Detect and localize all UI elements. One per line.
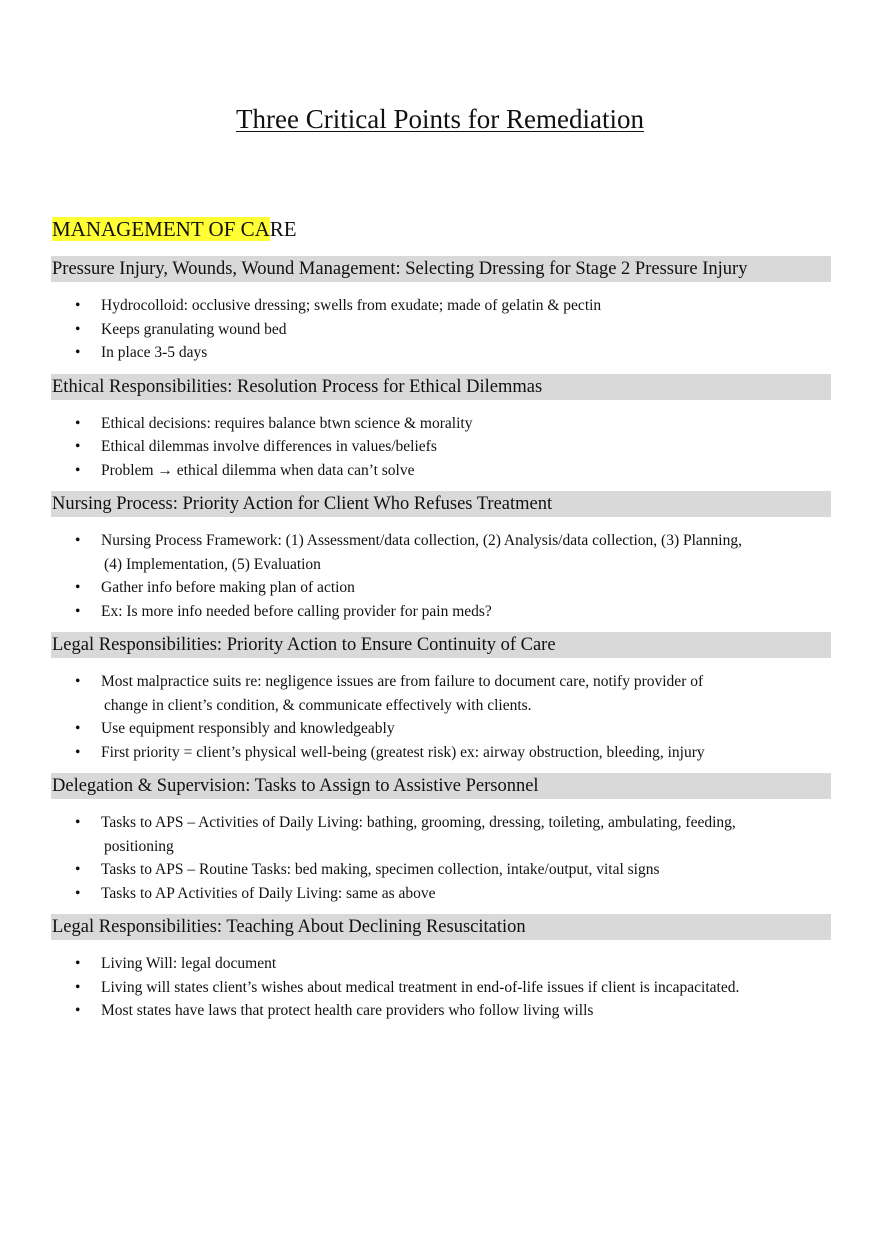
section-header: Ethical Responsibilities: Resolution Process for Ethical Dilemmas <box>51 374 831 400</box>
bullet-item <box>51 952 831 976</box>
bullet-dot-icon: • <box>75 743 81 761</box>
bullet-item <box>51 999 831 1023</box>
section-header: Legal Responsibilities: Teaching About Declining Resuscitation <box>51 914 831 940</box>
bullet-dot-icon: • <box>75 814 81 831</box>
section-header: Legal Responsibilities: Priority Action to Ensure Continuity of Care <box>51 632 831 658</box>
bullet-dot-icon: • <box>75 344 81 361</box>
bullet-dot-icon: • <box>75 579 81 596</box>
bullet-dot-icon: • <box>75 320 81 338</box>
bullet-dot-icon: • <box>75 978 81 996</box>
bullet-item <box>51 670 831 717</box>
bullet-dot-icon: • <box>75 414 81 432</box>
bullet-item <box>51 294 831 318</box>
bullet-list <box>51 799 831 905</box>
bullet-text: Living will states client’s wishes about medical treatment in end-of-life issues if client is incapacitated. <box>101 978 740 996</box>
bullet-text: Ethical decisions: requires balance btwn science & morality <box>101 414 473 432</box>
bullet-text: Most states have laws that protect health care providers who follow living wills <box>101 1002 594 1019</box>
section <box>51 632 831 764</box>
category-heading <box>52 216 297 242</box>
bullet-item <box>51 717 831 741</box>
category-heading-highlighted: MANAGEMENT OF CA <box>52 217 270 241</box>
section <box>51 374 831 483</box>
bullet-text: Living Will: legal document <box>101 955 277 972</box>
section-header: Nursing Process: Priority Action for Client Who Refuses Treatment <box>51 491 831 517</box>
document-title <box>0 102 880 136</box>
bullet-item <box>51 600 831 624</box>
bullet-list <box>51 400 831 483</box>
bullet-list <box>51 282 831 365</box>
section <box>51 914 831 1023</box>
bullet-dot-icon: • <box>75 1002 81 1019</box>
bullet-item <box>51 459 831 483</box>
bullet-text: Tasks to APS – Routine Tasks: bed making, specimen collection, intake/output, vital signs <box>101 861 660 878</box>
bullet-text-continuation: (4) Implementation, (5) Evaluation <box>104 555 321 573</box>
bullet-dot-icon: • <box>75 461 81 479</box>
bullet-item <box>51 858 831 882</box>
bullet-text: Tasks to AP Activities of Daily Living: same as above <box>101 884 436 902</box>
bullet-dot-icon: • <box>75 720 81 737</box>
section <box>51 491 831 623</box>
bullet-item <box>51 882 831 906</box>
bullet-text: Problem → ethical dilemma when data can’t solve <box>101 461 415 479</box>
bullet-dot-icon: • <box>75 673 81 690</box>
bullet-text: Tasks to APS – Activities of Daily Living: bathing, grooming, dressing, toileting, ambulating, feeding, <box>101 814 736 831</box>
bullet-item <box>51 976 831 1000</box>
bullet-text: First priority = client’s physical well-being (greatest risk) ex: airway obstruction, bleeding, injury <box>101 743 705 761</box>
section <box>51 773 831 905</box>
category-heading-rest: RE <box>269 217 297 241</box>
bullet-text: In place 3-5 days <box>101 344 208 361</box>
bullet-list <box>51 658 831 764</box>
bullet-dot-icon: • <box>75 297 81 314</box>
bullet-item <box>51 741 831 765</box>
document-title-text: Three Critical Points for Remediation <box>236 104 644 134</box>
bullet-list <box>51 940 831 1023</box>
bullet-item <box>51 576 831 600</box>
bullet-list <box>51 517 831 623</box>
sections-container <box>51 256 831 1023</box>
bullet-text: Keeps granulating wound bed <box>101 320 287 338</box>
bullet-dot-icon: • <box>75 438 81 455</box>
bullet-item <box>51 435 831 459</box>
section <box>51 256 831 365</box>
bullet-text: Ethical dilemmas involve differences in values/beliefs <box>101 438 437 455</box>
bullet-text: Ex: Is more info needed before calling provider for pain meds? <box>101 602 492 620</box>
section-header: Delegation & Supervision: Tasks to Assign to Assistive Personnel <box>51 773 831 799</box>
bullet-dot-icon: • <box>75 884 81 902</box>
bullet-text: Gather info before making plan of action <box>101 579 355 596</box>
bullet-text: Use equipment responsibly and knowledgeably <box>101 720 395 737</box>
bullet-text: Hydrocolloid: occlusive dressing; swells from exudate; made of gelatin & pectin <box>101 297 602 314</box>
bullet-text: Most malpractice suits re: negligence issues are from failure to document care, notify provider of <box>101 673 704 690</box>
bullet-text: Nursing Process Framework: (1) Assessment/data collection, (2) Analysis/data collection, (3) Planning, <box>101 532 742 549</box>
bullet-text-continuation: change in client’s condition, & communicate effectively with clients. <box>104 696 532 714</box>
bullet-item <box>51 811 831 858</box>
bullet-item <box>51 412 831 436</box>
bullet-dot-icon: • <box>75 602 81 620</box>
bullet-dot-icon: • <box>75 955 81 972</box>
bullet-item <box>51 341 831 365</box>
bullet-dot-icon: • <box>75 861 81 878</box>
bullet-dot-icon: • <box>75 532 81 549</box>
section-header: Pressure Injury, Wounds, Wound Management: Selecting Dressing for Stage 2 Pressure Injury <box>51 256 831 282</box>
bullet-item <box>51 318 831 342</box>
bullet-item <box>51 529 831 576</box>
bullet-text-continuation: positioning <box>104 837 174 855</box>
